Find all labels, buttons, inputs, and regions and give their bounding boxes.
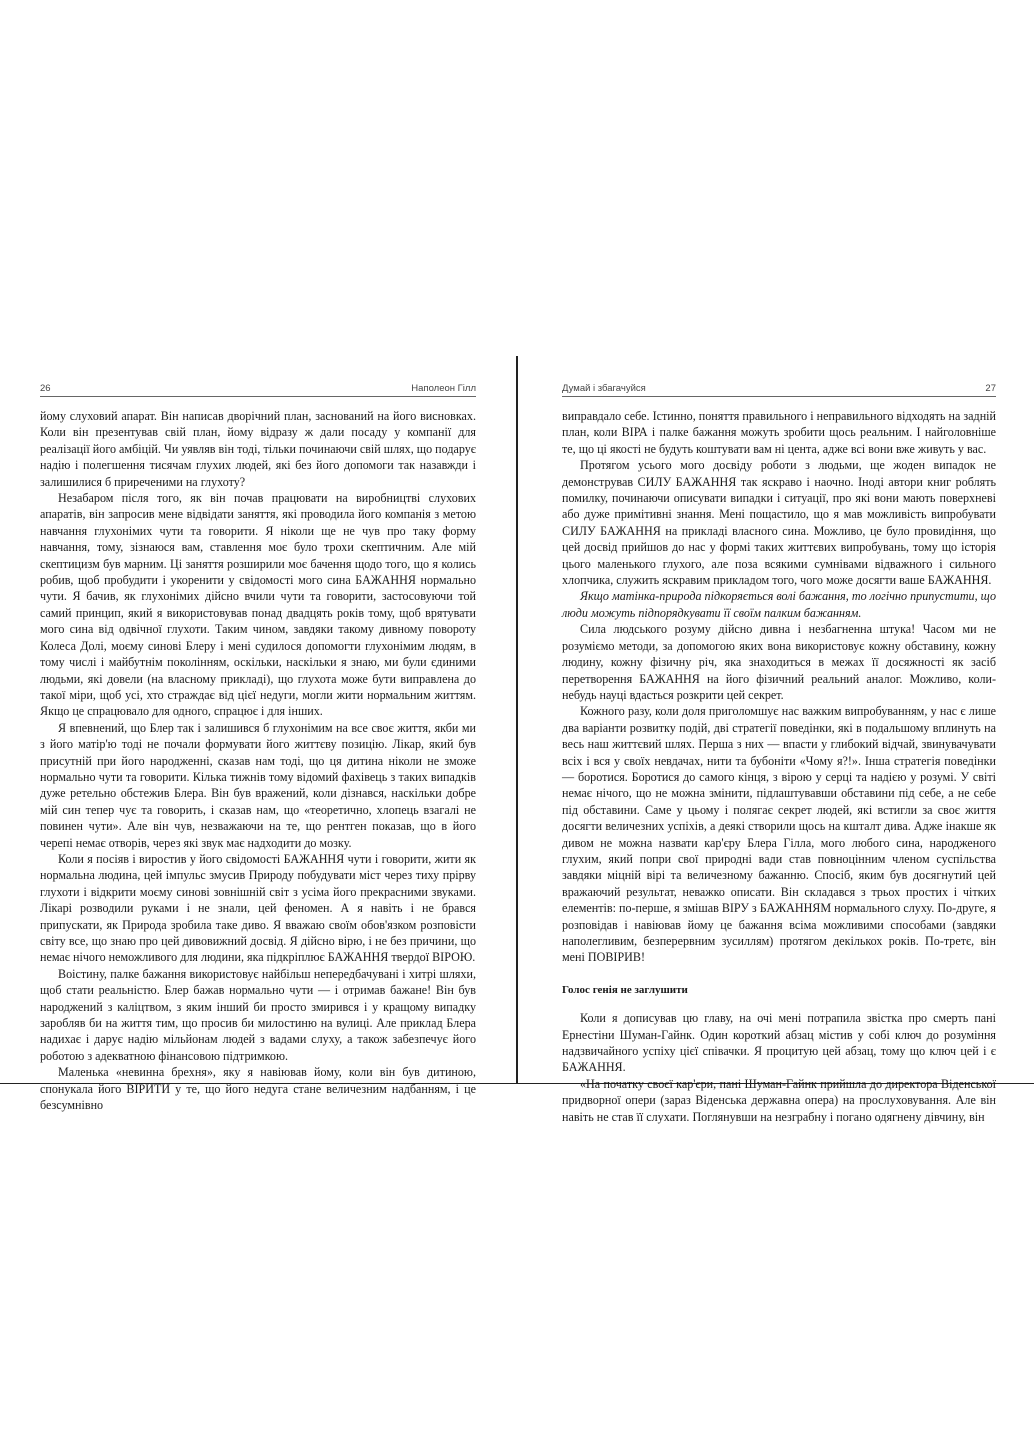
italic-paragraph: Якщо матінка-природа підкоряється волі бажання, то логічно припустити, що люди можуть підпорядкувати її своїм палким бажанням.	[562, 589, 996, 620]
paragraph: Сила людського розуму дійсно дивна і незбагненна штука! Часом ми не розуміємо методи, за допомогою яких вона використовує кожну обставину, кожну людину, кожну фізичну річ, яка знаходиться в межах її досяжності як засіб перетворення БАЖАННЯ на його фізичний реальний аналог. Можливо, коли-небудь науці вдасться розкрити цей секрет.	[562, 622, 996, 702]
page-number: 27	[985, 383, 996, 394]
paragraph: Воістину, палке бажання використовує найбільш непередбачувані і хитрі шляхи, щоб стати реальністю. Блер бажав нормально чути — і отримав бажане! Він був народжений з каліцтвом, з яким інший би просто змирився і у кращому випадку заробляв би на життя тим, що просив би милостиню на вулиці. Але приклад Блера надихає і дарує надію мільйонам людей з вадами слуху, а також забезпечує його роботою з адекватною фінансовою підтримкою.	[40, 966, 476, 1063]
paragraph: Коли я посіяв і виростив у його свідомості БАЖАННЯ чути і говорити, жити як нормальна людина, цей імпульс змусив Природу побудувати міст через тиху прірву глухоти і відкрити моєму синові зовнішній світ з усіма його прекрасними звуками. Лікарі розводили руками і не знали, цей феномен. А я навіть і не брався припускати, як Природа зробила таке диво. Я вважаю своїм обов'язком розповісти світу все, що знаю про цей дивовижний досвід. Я дійсно вірю, і не без причини, що немає нічого неможливого для людини, яка підкріплює БАЖАННЯ твердої ВІРОЮ.	[40, 851, 476, 965]
paragraph: йому слуховий апарат. Він написав дворічний план, заснований на його висновках. Коли він презентував свій план, йому відразу ж дали посаду у компанії для реалізації його амбіцій. Чи уявляв він тоді, тільки починаючи свій шлях, що подарує надію і полегшення тисячам глухих людей, які без його допомоги так назавжди і залишилися б приреченими на глухоту?	[40, 409, 476, 489]
right-page-header	[562, 380, 996, 397]
paragraph: Я впевнений, що Блер так і залишився б глухонімим на все своє життя, якби ми з його матір'ю тоді не почали формувати його життєву позицію. Лікар, який був присутній при його народженні, сказав нам тоді, що ця дитина ніколи не зможе нормально чути та говорити. Кілька тижнів тому відомий фахівець з таких випадків дуже ретельно обстежив Блера. Він був вражений, коли дізнався, наскільки добре мій син тепер чує та говорить, і сказав нам, що «теоретично, хлопець взагалі не повинен чути». Але він чув, незважаючи на те, що рентген показав, що в його черепі немає отворів, через які звук має надходити до мозку.	[40, 720, 476, 850]
paragraph: Коли я дописував цю главу, на очі мені потрапила звістка про смерть пані Ернестіни Шуман-Гайнк. Один короткий абзац містив у собі ключ до розуміння надзвичайного успіху цієї співачки. Я процитую цей абзац, тому що ключ цей і є БАЖАННЯ.	[562, 1011, 996, 1075]
paragraph: Кожного разу, коли доля приголомшує нас важким випробуванням, у нас є лише два варіанти розвитку подій, дві стратегії поведінки, які в подальшому вплинуть на весь наш життєвий шлях. Перша з них — впасти у глибокий відчай, звинувачувати всіх і вся у своїх невдачах, нити та бубоніти «Чому я?!». Інша стратегія поведінки — боротися. Боротися до самого кінця, з вірою у серці та надією у розумі. У світі немає нічого, що не можна змінити, підлаштувавши обставини під себе, а не себе під обставини. Саме у цьому і полягає секрет людей, які встигли за своє життя досягти величезних успіхів, а деякі створили щось на кшталт дива. Адже інакше як дивом не можна назвати кар'єру Блера Гілла, мого любого сина, народженого глухим, який попри свої природні вади став повноцінним членом суспільства завдяки міцній вірі та величезному бажанню. Спосіб, яким був досягнутий цей вражаючий результат, неважко описати. Він складався з трьох простих і чітких елементів: по-перше, я змішав ВІРУ з БАЖАННЯМ нормального слуху. По-друге, я розповідав і навіював йому це бажання всіма можливими способами (завдяки наполегливим, безперервним зусиллям) протягом декількох років. По-третє, він мені ПОВІРИВ!	[562, 704, 996, 965]
right-page-body	[562, 408, 996, 1125]
paragraph: Незабаром після того, як він почав працювати на виробництві слухових апаратів, він запросив мене відвідати заняття, які проводила його компанія з метою навчання глухонімих чути та говорити. Я ніколи ще не чув про таку форму навчання, тому, зізнаюся вам, ставлення моє було трохи скептичним. Але мій скептицизм був марним. Ці заняття розширили моє бачення щодо того, що я колись робив, щоб пробудити і укоренити у свідомості мого сина БАЖАННЯ нормально чути. Я бачив, як глухонімих дійсно вчили чути та говорити, застосовуючи той самий принцип, який я використовував понад двадцять років тому, щоб врятувати мого сина від одвічної глухоти. Таким чином, завдяки такому дивному повороту Колеса Долі, моєму синові Блеру і мені судилося допомогти глухонімим людям, в тому числі і майбутнім поколінням, оскільки, наскільки я знаю, ми були єдиними людьми, які довели (на власному прикладі), що глухота може бути виправлена до такої міри, щоб усі, хто страждає від цієї недуги, могли жити нормальним життям. Якщо це спрацювало для одного, спрацює і для інших.	[40, 491, 476, 719]
running-head: Наполеон Гілл	[411, 383, 476, 394]
running-head: Думай і збагачуйся	[562, 383, 646, 394]
paragraph: виправдало себе. Істинно, поняття правильного і неправильного відходять на задній план, коли ВІРА і палке бажання можуть зробити щось реальним. І найголовніше те, що ці якості не будуть коштувати вам ні цента, адже всі вони вже живуть у вас.	[562, 409, 996, 456]
section-heading: Голос генія не заглушити	[562, 983, 688, 996]
page-number: 26	[40, 383, 51, 394]
left-page	[0, 356, 517, 1113]
paragraph: Протягом усього мого досвіду роботи з людьми, ще жоден випадок не демонстрував СИЛУ БАЖАННЯ так яскраво і наочно. Іноді автори книг роблять помилку, починаючи описувати випадки і ситуації, про які вони мають поверхневі або дуже примітивні знання. Мені пощастило, що я мав можливість випробувати СИЛУ БАЖАННЯ на прикладі власного сина. Можливо, це було провидіння, що цей досвід прийшов до нас у формі таких життєвих випробувань, тому що історія цього маленького глухого, але поза всякими сумнівами відважного і сильного хлопчика, служить яскравим прикладом того, чого може досягти ваше БАЖАННЯ.	[562, 458, 996, 588]
paragraph: Маленька «невинна брехня», яку я навіював йому, коли він був дитиною, спонукала його ВІРИТИ у те, що його недуга стане величезним надбанням, і це безсумнівно	[40, 1065, 476, 1113]
left-page-header	[40, 380, 476, 397]
right-page	[517, 356, 1034, 1124]
paragraph: «На початку своєї кар'єри, пані Шуман-Гайнк прийшла до директора Віденської придворної опери (зараз Віденська державна опера) на прослуховування. Але він навіть не став її слухати. Поглянувши на незграбну і погано одягнену дівчину, він	[562, 1076, 996, 1124]
left-page-body	[40, 408, 476, 1113]
